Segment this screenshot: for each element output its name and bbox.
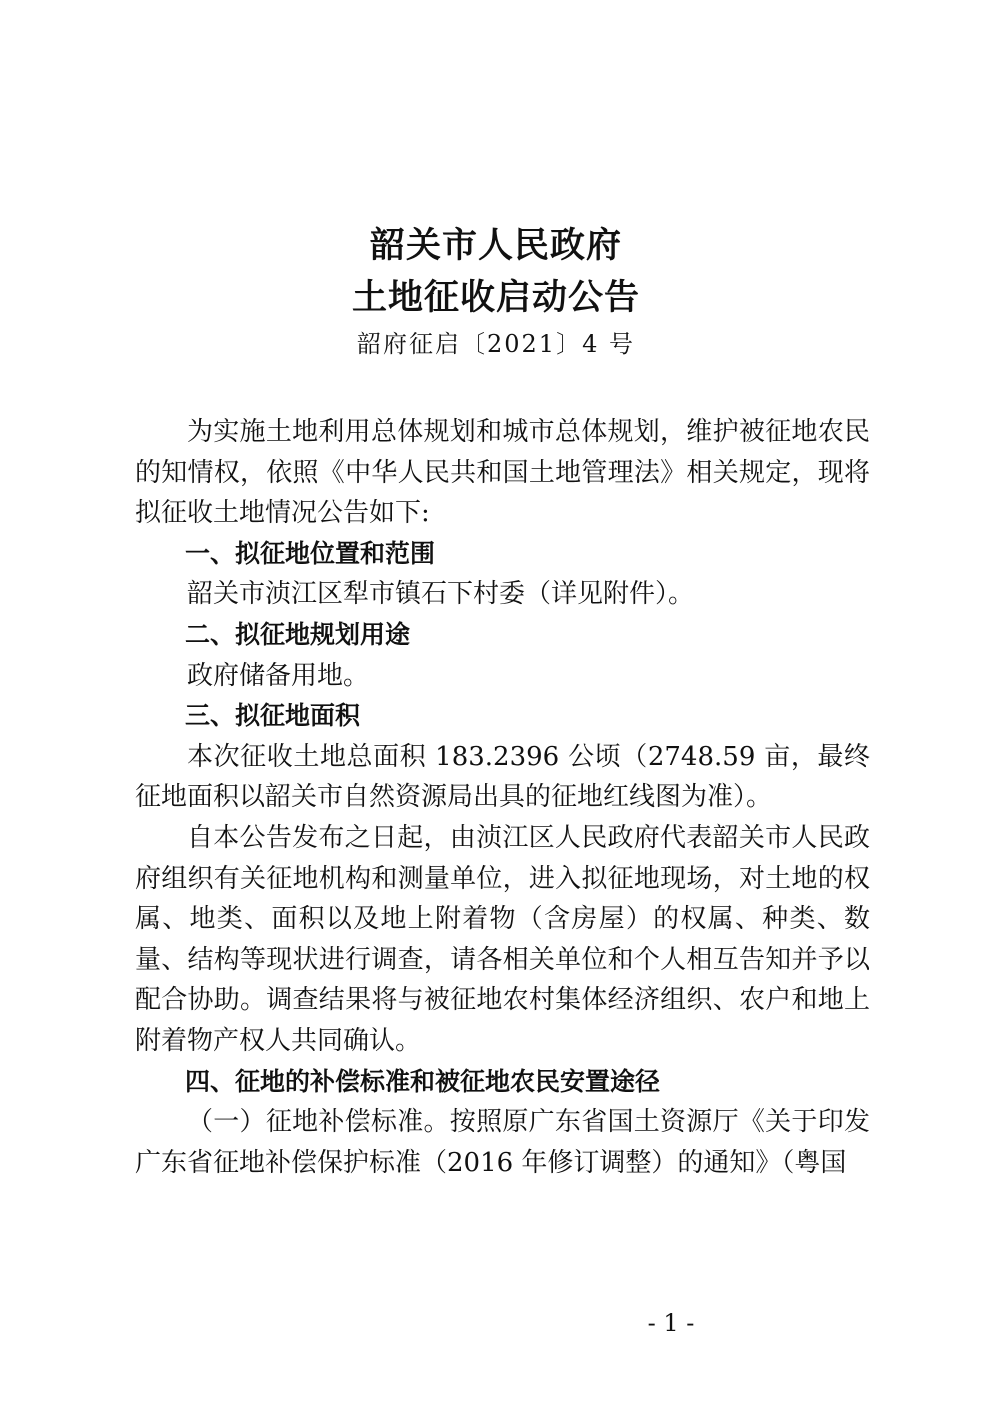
document-number: 韶府征启〔2021〕4 号 [357,330,635,358]
page-number-footer [0,1308,992,1338]
section4-heading: 四、征地的补偿标准和被征地农民安置途径 [185,1066,661,1096]
page-number: - 1 - [647,1309,695,1337]
document-title-line2: 土地征收启动公告 [351,278,640,318]
document-body [135,412,870,1183]
section3-heading: 三、拟征地面积 [185,701,361,731]
section1-paragraph: 韶关市浈江区犁市镇石下村委（详见附件）。 [187,579,695,610]
section3-paragraph: 本次征收土地总面积 183.2396 公顷（2748.59 亩，最终征地面积以韶关市自然资源局出具的征地红线图为准）。 [135,741,870,813]
survey-paragraph: 自本公告发布之日起，由浈江区人民政府代表韶关市人民政府组织有关征地机构和测量单位，进入拟征地现场，对土地的权属、地类、面积以及地上附着物（含房屋）的权属、种类、数量、结构等现状进行调查，请各相关单位和个人相互告知并予以配合协助。调查结果将与被征地农村集体经济组织、农户和地上附着物产权人共同确认。 [135,822,870,1056]
section1-heading: 一、拟征地位置和范围 [185,538,436,568]
section4-paragraph: （一）征地补偿标准。按照原广东省国土资源厅《关于印发广东省征地补偿保护标准（2016 年修订调整）的通知》（粤国 [135,1107,870,1178]
document-title-line1: 韶关市人民政府 [369,226,622,266]
section2-paragraph: 政府储备用地。 [187,660,370,691]
intro-paragraph: 为实施土地利用总体规划和城市总体规划，维护被征地农民的知情权，依照《中华人民共和国土地管理法》相关规定，现将拟征收土地情况公告如下: [135,417,870,529]
section2-heading: 二、拟征地规划用途 [185,619,411,649]
